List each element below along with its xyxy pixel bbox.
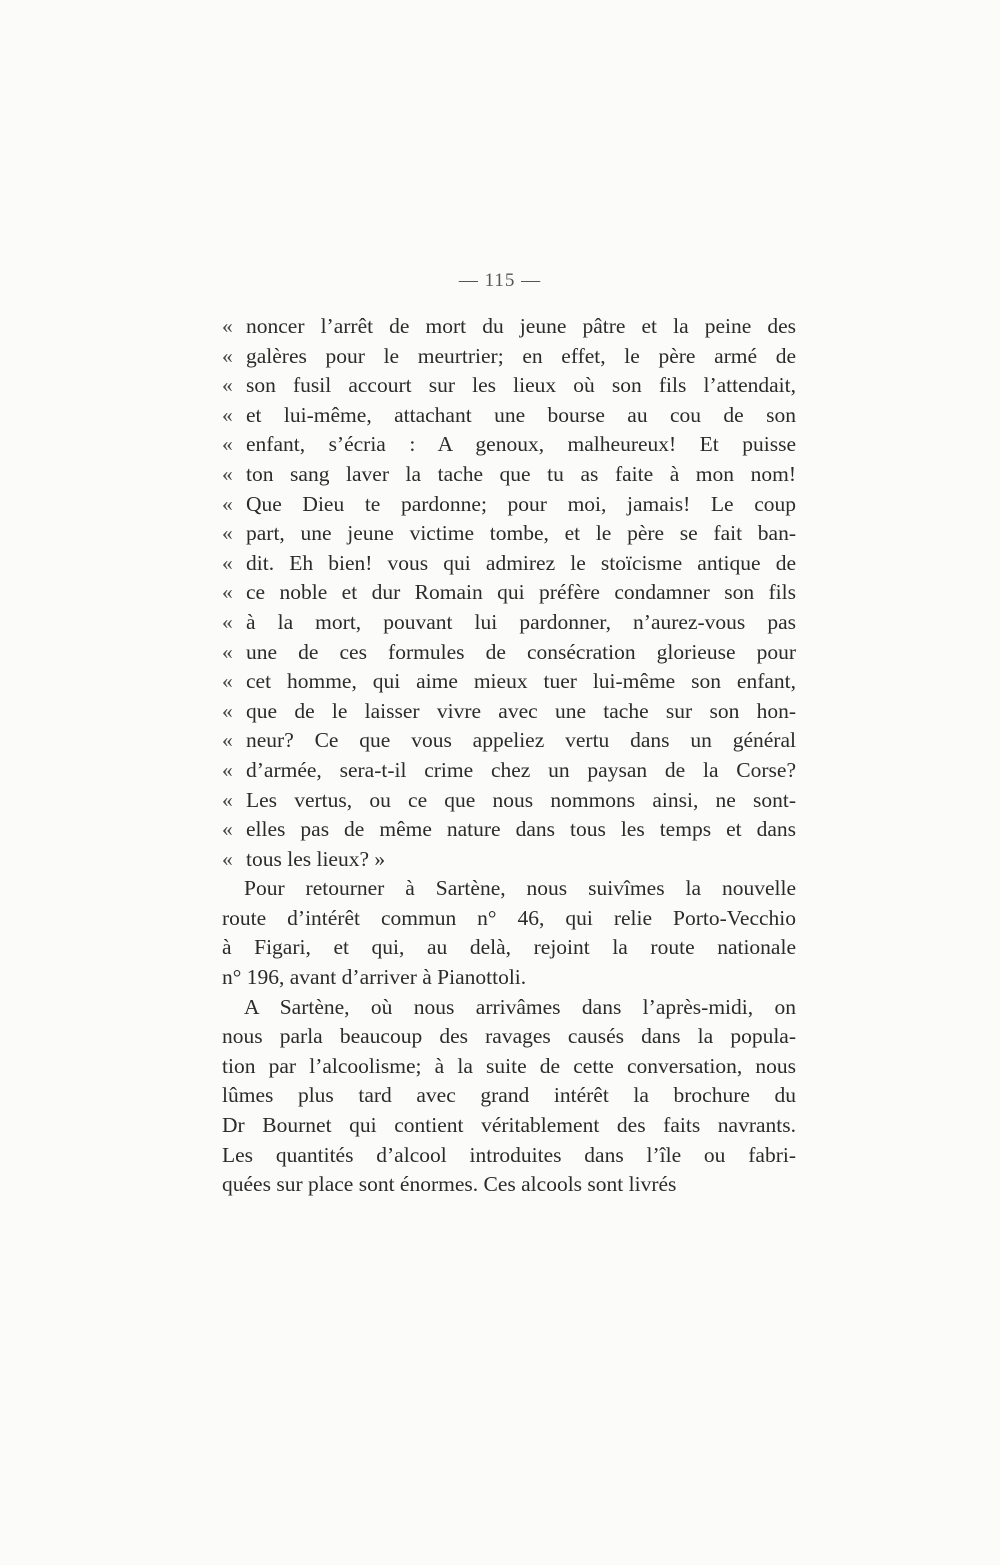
quoted-line [222,401,796,431]
quote-mark: « [222,314,233,338]
paragraph-line: n° 196, avant d’arriver à Pianottoli. [222,965,527,990]
paragraph-return-sartene [222,874,796,992]
quoted-line-text: galères pour le meurtrier; en effet, le père armé de [246,343,796,368]
quote-mark: « [222,846,233,871]
quoted-line [222,312,796,342]
quoted-line-text: son fusil accourt sur les lieux où son fils l’attendait, [246,373,796,398]
quote-mark: « [222,757,233,782]
quote-mark: « [222,432,233,457]
quoted-line-text: Les vertus, ou ce que nous nommons ainsi, ne sont- [246,787,796,812]
quoted-passage [222,312,796,874]
paragraph-line: tion par l’alcoolisme; à la suite de cette conversation, nous [222,1053,796,1078]
quoted-line [222,578,796,608]
quote-mark: « [222,698,233,723]
paragraph-line: Pour retourner à Sartène, nous suivîmes la nouvelle [244,876,796,901]
quote-mark: « [222,639,233,664]
quote-mark: « [222,669,233,694]
quoted-line [222,697,796,727]
quoted-line [222,519,796,549]
quoted-line [222,490,796,520]
quoted-line-text: tous les lieux? » [246,846,386,871]
quoted-line-text: et lui-même, attachant une bourse au cou de son [246,402,796,427]
quoted-line-text: neur? Ce que vous appeliez vertu dans un général [246,728,796,753]
quoted-line [222,430,796,460]
quoted-line [222,342,796,372]
quoted-line-text: Que Dieu te pardonne; pour moi, jamais! Le coup [246,491,796,516]
quoted-line-text: que de le laisser vivre avec une tache sur son hon- [246,698,796,723]
quote-mark: « [222,580,233,605]
quoted-line [222,371,796,401]
paragraph-line: quées sur place sont énormes. Ces alcools sont livrés [222,1172,677,1197]
quoted-line [222,756,796,786]
quoted-line-text: d’armée, sera-t-il crime chez un paysan de la Corse? [246,757,796,782]
quoted-line-text: part, une jeune victime tombe, et le père se fait ban- [246,521,796,546]
quote-mark: « [222,550,233,575]
page-number: — 115 — [458,270,542,291]
quoted-line [222,786,796,816]
paragraph-line: nous parla beaucoup des ravages causés dans la popula- [222,1024,796,1049]
quote-mark: « [222,728,233,753]
quoted-line-text: une de ces formules de consécration glorieuse pour [246,639,796,664]
quote-mark: « [222,461,233,486]
quoted-line [222,726,796,756]
quoted-line [222,638,796,668]
paragraph-line: Dr Bournet qui contient véritablement des faits navrants. [222,1113,796,1138]
paragraph-line: Les quantités d’alcool introduites dans l’île ou fabri- [222,1142,796,1167]
paragraph-line: lûmes plus tard avec grand intérêt la brochure du [222,1083,796,1108]
paragraph-alcoholism [222,993,796,1200]
body-text [222,312,796,1200]
quoted-line [222,608,796,638]
paragraph-line: à Figari, et qui, au delà, rejoint la route nationale [222,935,796,960]
quoted-line-text: ce noble et dur Romain qui préfère condamner son fils [246,580,796,605]
quote-mark: « [222,402,233,427]
quoted-line-text: enfant, s’écria : A genoux, malheureux! Et puisse [246,432,796,457]
quoted-line [222,460,796,490]
quote-mark: « [222,373,233,398]
quoted-line [222,667,796,697]
quoted-line-text: elles pas de même nature dans tous les temps et dans [246,817,796,842]
quoted-line-text: dit. Eh bien! vous qui admirez le stoïcisme antique de [246,550,796,575]
quote-mark: « [222,817,233,842]
quoted-line [222,549,796,579]
quote-mark: « [222,521,233,546]
quoted-line-text: à la mort, pouvant lui pardonner, n’aurez-vous pas [246,609,796,634]
quote-mark: « [222,491,233,516]
quote-mark: « [222,787,233,812]
paragraph-line: A Sartène, où nous arrivâmes dans l’après-midi, on [244,994,796,1019]
quoted-line [222,845,796,875]
quoted-line [222,815,796,845]
paragraph-line: route d’intérêt commun n° 46, qui relie Porto-Vecchio [222,905,796,930]
quoted-line-text: noncer l’arrêt de mort du jeune pâtre et la peine des [246,314,796,338]
quoted-line-text: ton sang laver la tache que tu as faite à mon nom! [246,461,796,486]
quoted-line-text: cet homme, qui aime mieux tuer lui-même son enfant, [246,669,796,694]
quote-mark: « [222,343,233,368]
quote-mark: « [222,609,233,634]
